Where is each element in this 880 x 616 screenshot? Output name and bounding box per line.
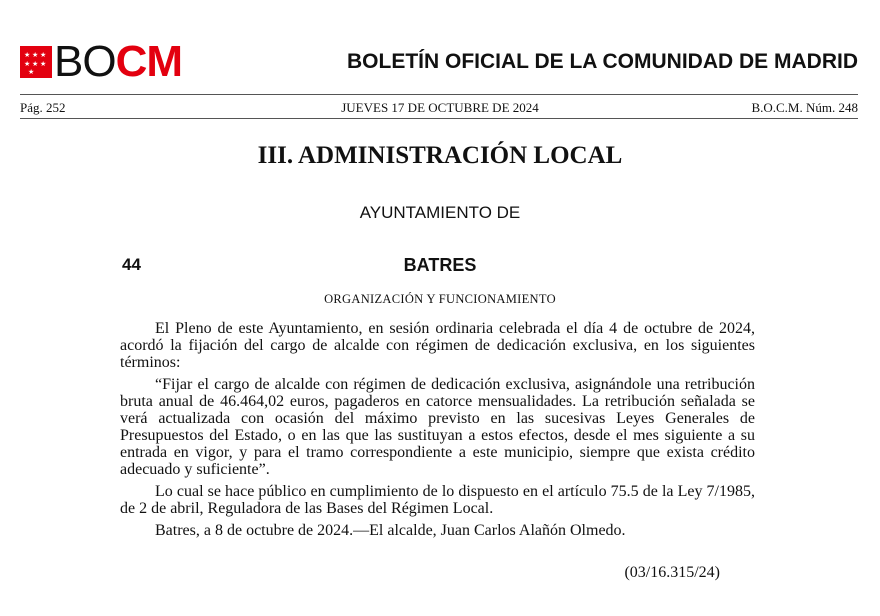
announcement-subject: ORGANIZACIÓN Y FUNCIONAMIENTO: [324, 292, 556, 306]
logo-text-bo: BO: [54, 37, 116, 86]
paragraph: Lo cual se hace público en cumplimiento de lo dispuesto en el artículo 75.5 de la Ley 7/1985, de 2 de abril, Reguladora de las Bases del Régimen Local.: [120, 483, 755, 517]
section-heading: III. ADMINISTRACIÓN LOCAL: [257, 142, 623, 169]
logo-wordmark: [54, 37, 183, 86]
signature-line: Batres, a 8 de octubre de 2024.—El alcalde, Juan Carlos Alañón Olmedo.: [155, 522, 626, 539]
ayuntamiento-heading: AYUNTAMIENTO DE: [359, 203, 521, 222]
header-rule-bottom: [20, 118, 858, 119]
paragraph: El Pleno de este Ayuntamiento, en sesión ordinaria celebrada el día 4 de octubre de 2024, acordó la fijación del cargo de alcalde con régimen de dedicación exclusiva, en los siguientes términos:: [120, 320, 755, 371]
logo-text-cm: CM: [115, 37, 183, 86]
bocm-logo: [20, 37, 183, 86]
header-rule-top: [20, 94, 858, 95]
publication-date: JUEVES 17 DE OCTUBRE DE 2024: [341, 100, 539, 115]
announcement-body: [120, 320, 755, 544]
quoted-resolution: “Fijar el cargo de alcalde con régimen de dedicación exclusiva, asignándole una retribución bruta anual de 46.464,02 euros, pagaderos en catorce mensualidades. La retribución señalada se verá actualizada con ocasión del máximo previsto en las sucesivas Leyes Generales de Presupuestos del Estado, o en las que las sustituyan a estos efectos, desde el mes siguiente a su entrada en vigor, y para el tramo correspondiente a este municipio, siempre que exista crédito adecuado y suficiente”.: [120, 376, 755, 478]
municipality-name: BATRES: [403, 255, 477, 275]
page-number: Pág. 252: [20, 100, 66, 115]
madrid-flag-icon: ★ ★ ★ ★ ★ ★ ★: [20, 46, 52, 78]
gazette-title: BOLETÍN OFICIAL DE LA COMUNIDAD DE MADRID: [347, 50, 858, 73]
issue-number: B.O.C.M. Núm. 248: [751, 100, 858, 115]
reference-code: (03/16.315/24): [624, 564, 720, 581]
announcement-number: 44: [122, 255, 141, 274]
